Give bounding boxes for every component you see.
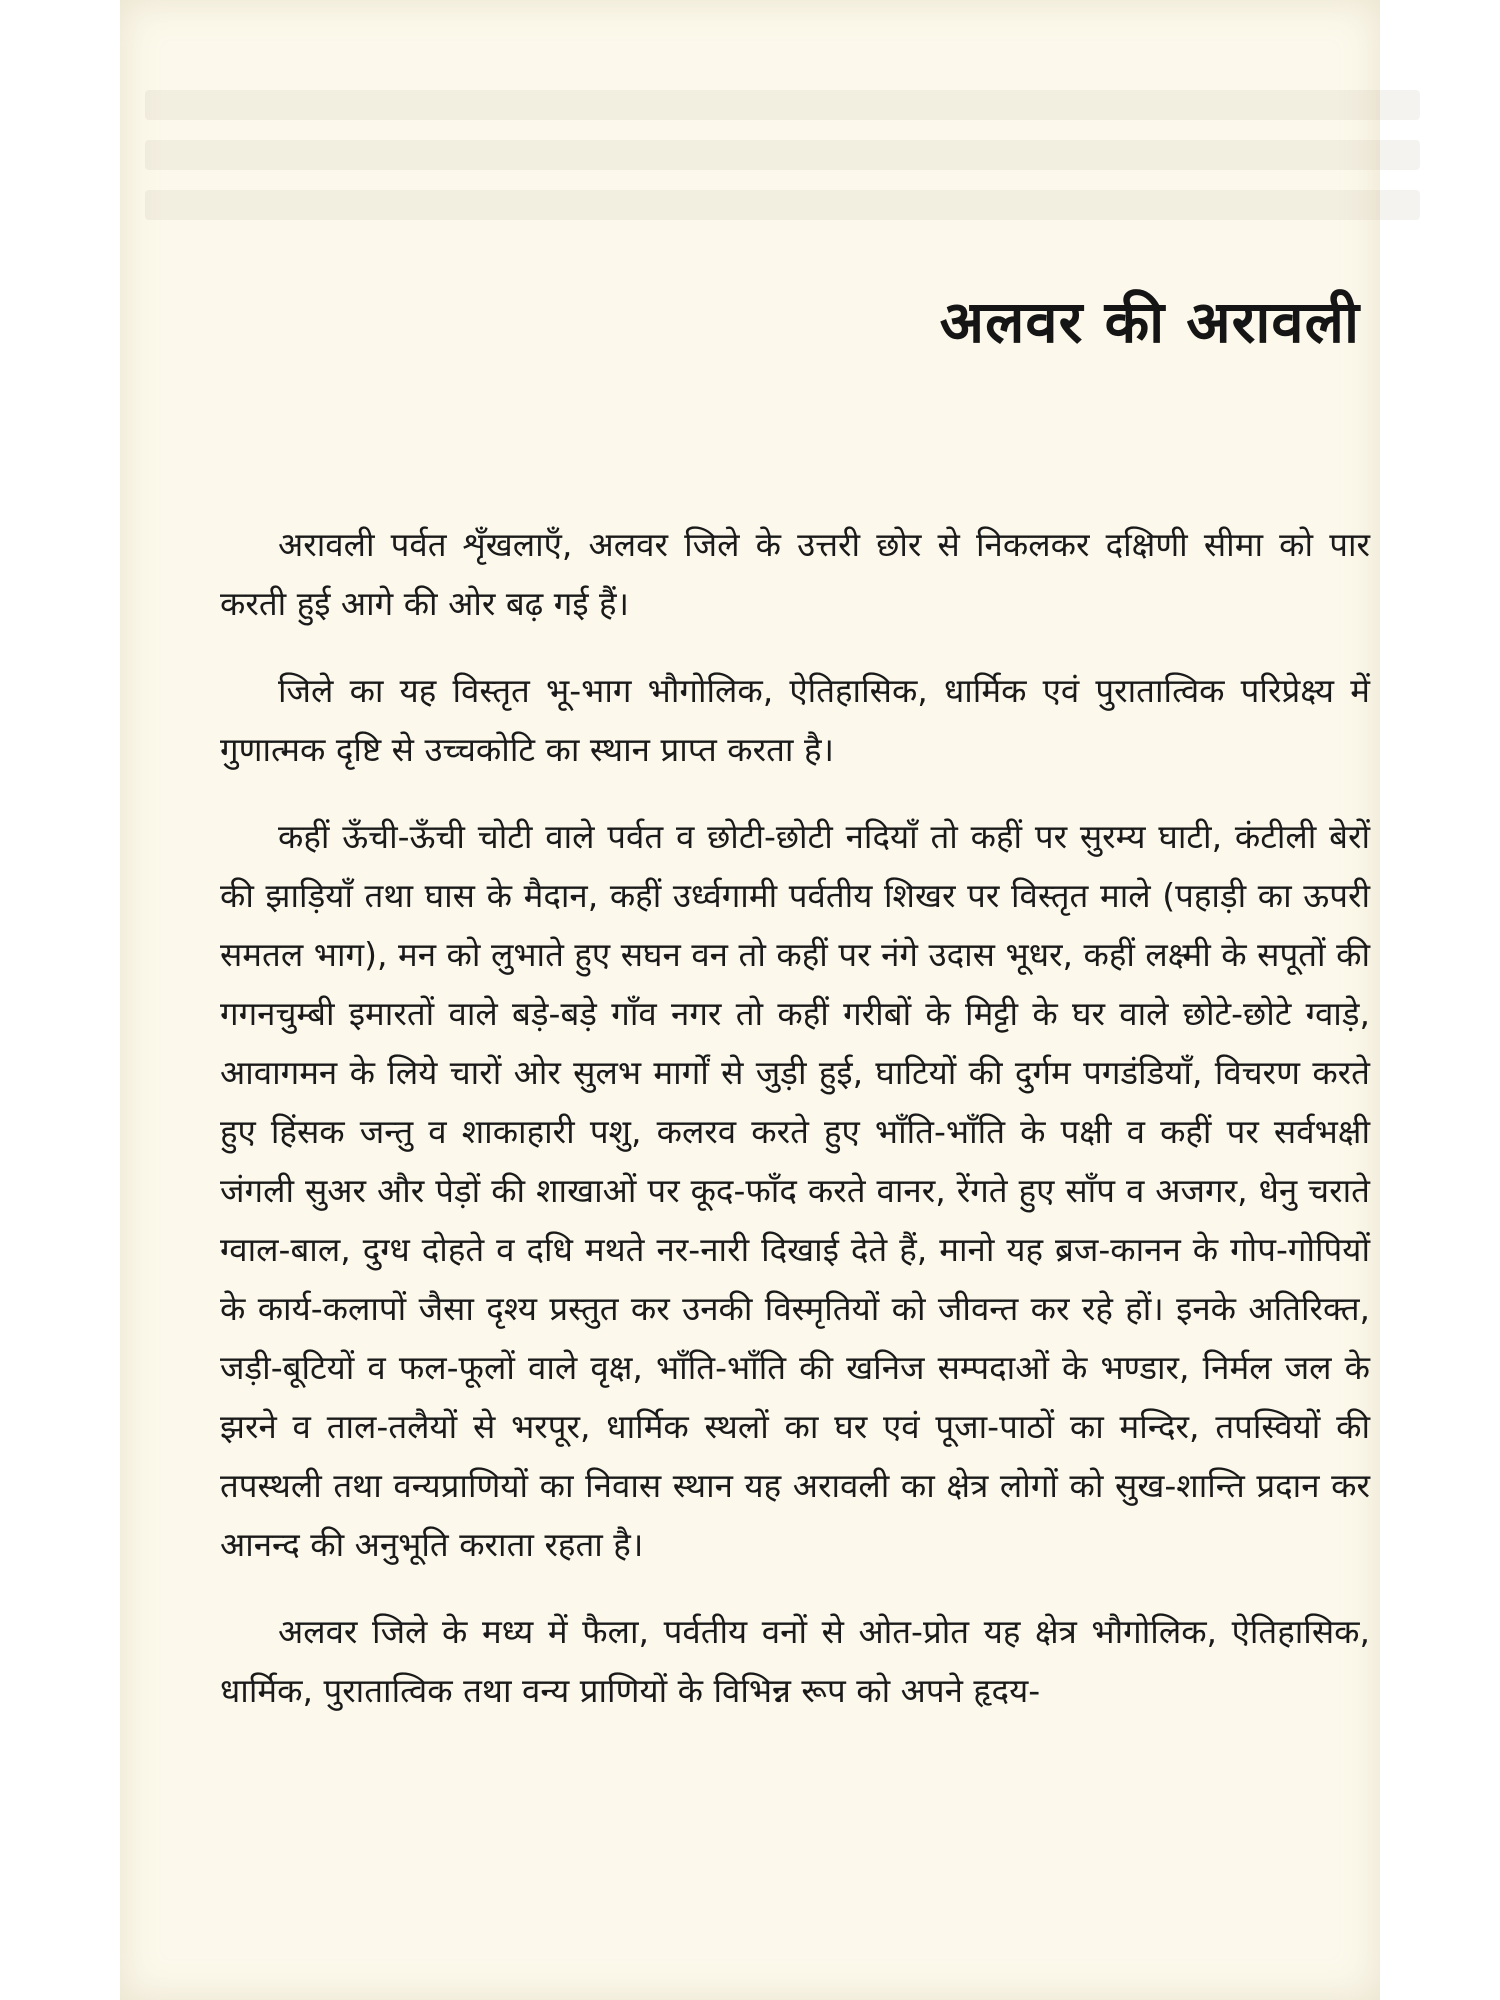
- body-text: [220, 515, 1370, 1748]
- bleed-through-line: [145, 190, 1420, 220]
- bleed-through-line: [145, 140, 1420, 170]
- bleed-through-line: [145, 90, 1420, 120]
- paragraph-2: जिले का यह विस्तृत भू-भाग भौगोलिक, ऐतिहासिक, धार्मिक एवं पुरातात्विक परिप्रेक्ष्य में गुणात्मक दृष्टि से उच्चकोटि का स्थान प्राप्त करता है।: [220, 671, 1370, 769]
- paragraph-1: अरावली पर्वत शृँखलाएँ, अलवर जिले के उत्तरी छोर से निकलकर दक्षिणी सीमा को पार करती हुई आगे की ओर बढ़ गई हैं।: [220, 525, 1370, 623]
- paragraph-4: अलवर जिले के मध्य में फैला, पर्वतीय वनों से ओत-प्रोत यह क्षेत्र भौगोलिक, ऐतिहासिक, धार्मिक, पुरातात्विक तथा वन्य प्राणियों के विभिन्न रूप को अपने हृदय-: [220, 1612, 1370, 1710]
- paragraph-3: कहीं ऊँची-ऊँची चोटी वाले पर्वत व छोटी-छोटी नदियाँ तो कहीं पर सुरम्य घाटी, कंटीली बेरों की झाड़ियाँ तथा घास के मैदान, कहीं उर्ध्वगामी पर्वतीय शिखर पर विस्तृत माले (पहाड़ी का ऊपरी समतल भाग), मन को लुभाते हुए सघन वन तो कहीं पर नंगे उदास भूधर, कहीं लक्ष्मी के सपूतों की गगनचुम्बी इमारतों वाले बड़े-बड़े गाँव नगर तो कहीं गरीबों के मिट्टी के घर वाले छोटे-छोटे ग्वाड़े, आवागमन के लिये चारों ओर सुलभ मार्गों से जुड़ी हुई, घाटियों की दुर्गम पगडंडियाँ, विचरण करते हुए हिंसक जन्तु व शाकाहारी पशु, कलरव करते हुए भाँति-भाँति के पक्षी व कहीं पर सर्वभक्षी जंगली सुअर और पेड़ों की शाखाओं पर कूद-फाँद करते वानर, रेंगते हुए साँप व अजगर, धेनु चराते ग्वाल-बाल, दुग्ध दोहते व दधि मथते नर-नारी दिखाई देते हैं, मानो यह ब्रज-कानन के गोप-गोपियों के कार्य-कलापों जैसा दृश्य प्रस्तुत कर उनकी विस्मृतियों को जीवन्त कर रहे हों। इनके अतिरिक्त, जड़ी-बूटियों व फल-फूलों वाले वृक्ष, भाँति-भाँति की खनिज सम्पदाओं के भण्डार, निर्मल जल के झरने व ताल-तलैयों से भरपूर, धार्मिक स्थलों का घर एवं पूजा-पाठों का मन्दिर, तपस्वियों की तपस्थली तथा वन्यप्राणियों का निवास स्थान यह अरावली का क्षेत्र लोगों को सुख-शान्ति प्रदान कर आनन्द की अनुभूति कराता रहता है।: [220, 817, 1370, 1564]
- chapter-title: अलवर की अरावली: [939, 288, 1360, 356]
